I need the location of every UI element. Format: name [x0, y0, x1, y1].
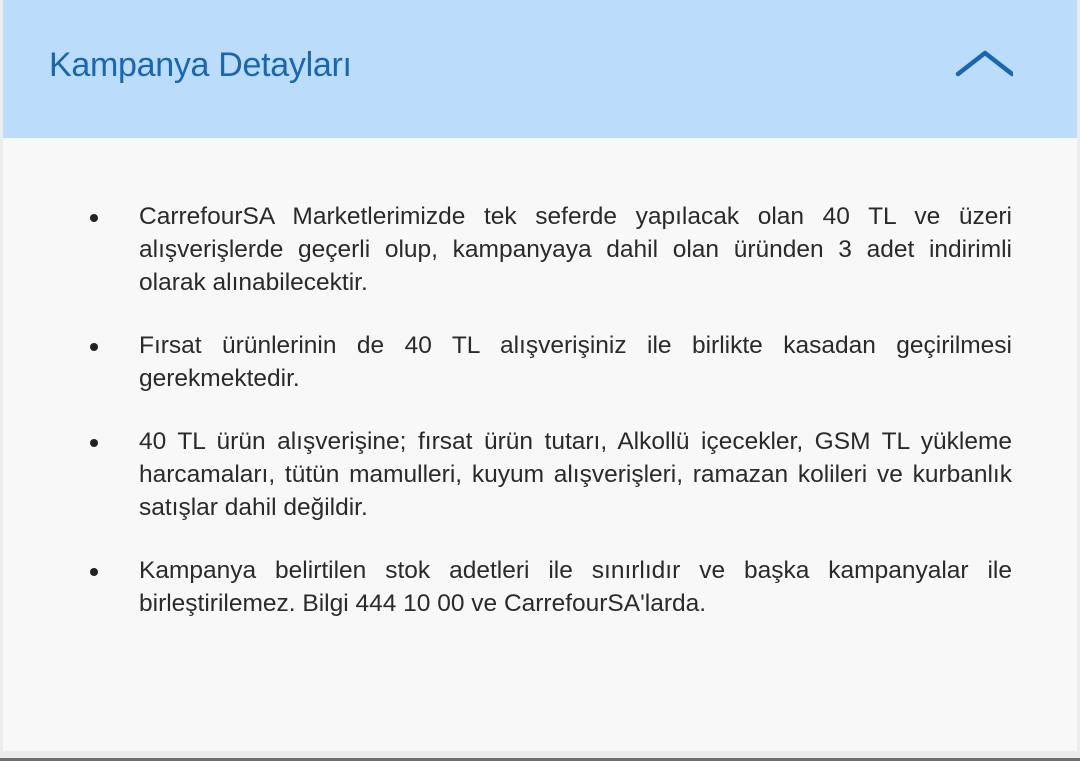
list-item [88, 425, 1012, 524]
collapse-toggle-button[interactable] [953, 46, 1013, 82]
list-item-text: Kampanya belirtilen stok adetleri ile sınırlıdır ve başka kampanyalar ile birleştirilemez. Bilgi 444 10 00 ve CarrefourSA'larda. [139, 557, 1012, 617]
panel-body [3, 138, 1077, 751]
panel-title: Kampanya Detayları [49, 46, 352, 84]
list-item [88, 554, 1012, 620]
list-item [88, 200, 1012, 299]
bullet-icon [90, 343, 98, 351]
campaign-terms-list [88, 200, 1012, 650]
chevron-up-icon [953, 46, 1013, 82]
bullet-icon [90, 568, 98, 576]
list-item [88, 329, 1012, 395]
list-item-text: 40 TL ürün alışverişine; fırsat ürün tutarı, Alkollü içecekler, GSM TL yükleme harcamaları, tütün mamulleri, kuyum alışverişleri, ramazan kolileri ve kurbanlık satışlar dahil değildir. [139, 428, 1012, 521]
campaign-details-panel [3, 0, 1077, 751]
bullet-icon [90, 439, 98, 447]
list-item-text: CarrefourSA Marketlerimizde tek seferde yapılacak olan 40 TL ve üzeri alışverişlerde geçerli olup, kampanyaya dahil olan üründen 3 adet indirimli olarak alınabilecektir. [139, 203, 1012, 296]
list-item-text: Fırsat ürünlerinin de 40 TL alışverişiniz ile birlikte kasadan geçirilmesi gerekmektedir. [139, 332, 1012, 392]
panel-header[interactable] [3, 0, 1077, 138]
bullet-icon [90, 214, 98, 222]
